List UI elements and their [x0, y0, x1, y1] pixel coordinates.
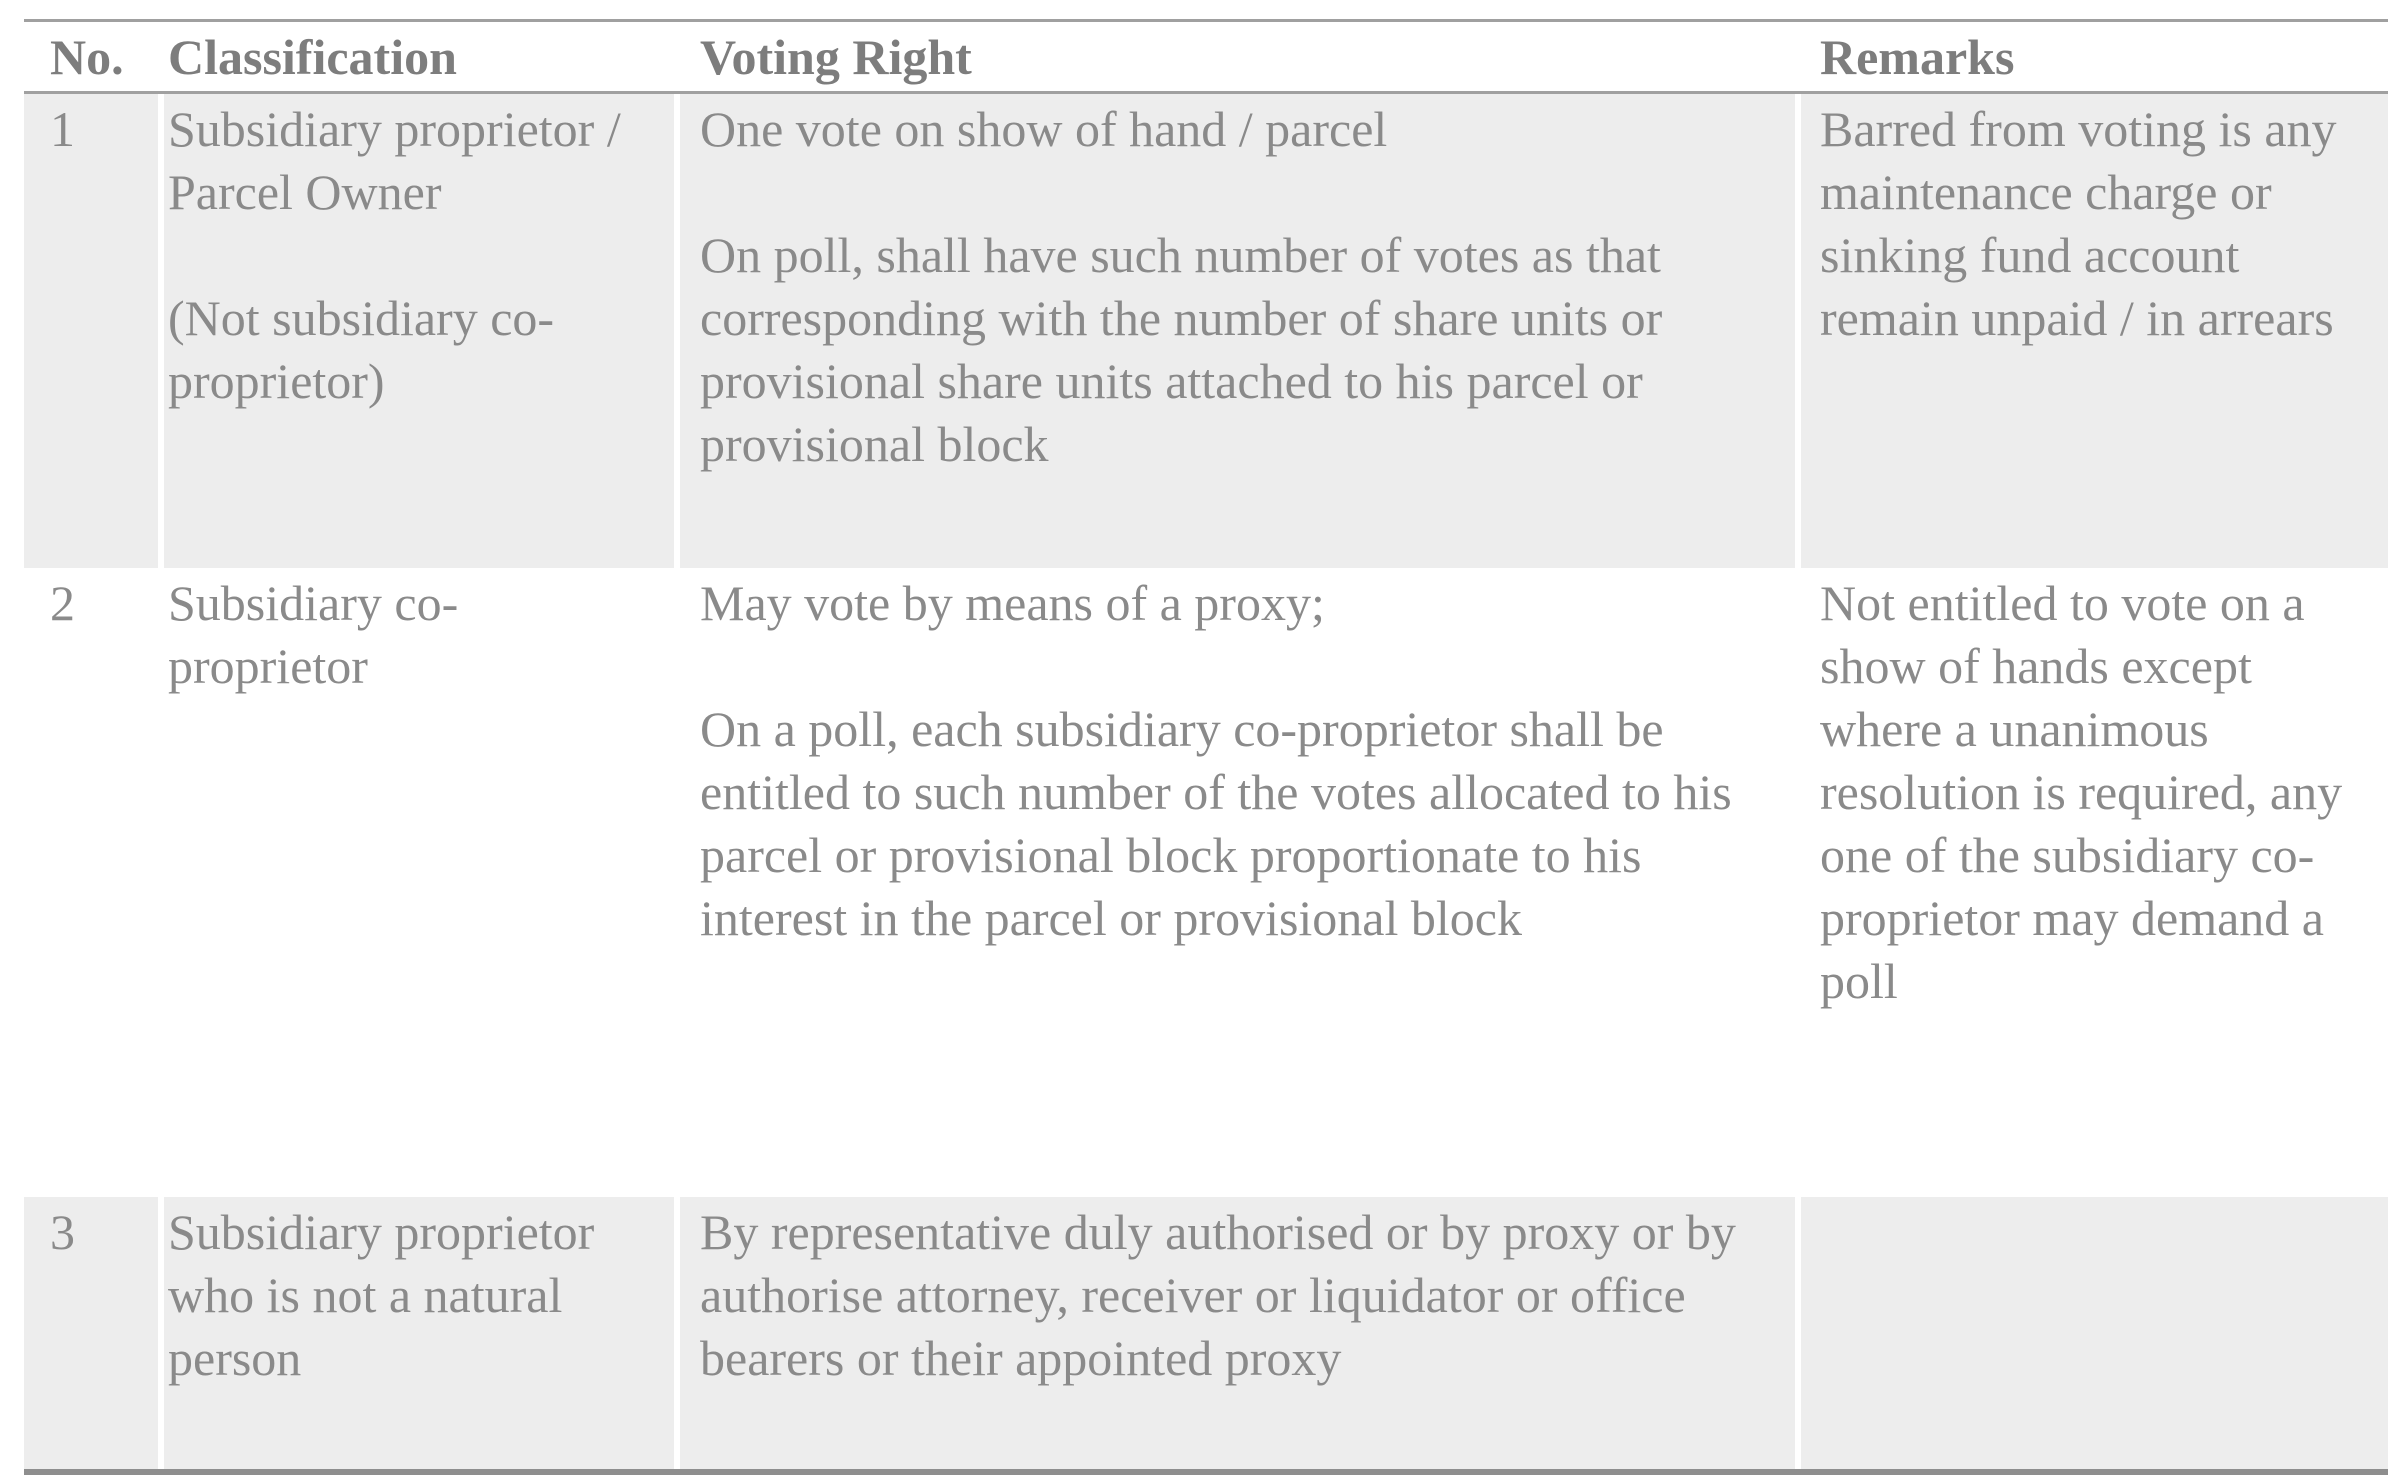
text-line: sinking fund account: [1820, 227, 2240, 283]
cell-no: [24, 94, 158, 568]
text-line: entitled to such number of the votes allocated to his: [700, 764, 1732, 820]
text-line: proprietor): [168, 353, 385, 409]
text-line: Subsidiary proprietor: [168, 1204, 595, 1260]
text-line: Barred from voting is any: [1820, 101, 2337, 157]
text-line: [700, 635, 1795, 698]
table-row: [24, 94, 2388, 568]
text-line: parcel or provisional block proportionate to his: [700, 827, 1642, 883]
column-header-voting-right: Voting Right: [700, 28, 972, 85]
text-line: person: [168, 1330, 302, 1386]
table-header-row: [24, 22, 2388, 94]
text-line: On poll, shall have such number of votes as that: [700, 227, 1661, 283]
column-header-no: No.: [50, 28, 124, 85]
cell-remarks: [1801, 94, 2388, 568]
column-header-classification: Classification: [168, 28, 457, 85]
text-line: maintenance charge or: [1820, 164, 2272, 220]
cell-voting-right: [680, 1197, 1795, 1469]
text-line: 3: [50, 1204, 75, 1260]
column-header-remarks: Remarks: [1820, 28, 2015, 85]
text-line: show of hands except: [1820, 638, 2252, 694]
text-line: interest in the parcel or provisional block: [700, 890, 1522, 946]
cell-classification: [164, 94, 674, 568]
text-line: where a unanimous: [1820, 701, 2209, 757]
text-line: one of the subsidiary co-: [1820, 827, 2315, 883]
text-line: authorise attorney, receiver or liquidator or office: [700, 1267, 1686, 1323]
text-line: proprietor may demand a: [1820, 890, 2324, 946]
cell-classification: [164, 1197, 674, 1469]
text-line: (Not subsidiary co-: [168, 290, 555, 346]
cell-voting-right: [680, 568, 1795, 1197]
text-line: poll: [1820, 953, 1898, 1009]
text-line: resolution is required, any: [1820, 764, 2343, 820]
cell-classification: [164, 568, 674, 1197]
cell-no: [24, 568, 158, 1197]
text-line: proprietor: [168, 638, 368, 694]
cell-remarks: [1801, 568, 2388, 1197]
table-row: [24, 568, 2388, 1197]
text-line: 2: [50, 575, 75, 631]
cell-remarks: [1801, 1197, 2388, 1469]
text-line: [168, 224, 674, 287]
voting-rights-table: [24, 19, 2388, 1475]
text-line: provisional block: [700, 416, 1049, 472]
text-line: Subsidiary proprietor /: [168, 101, 621, 157]
table-row: [24, 1197, 2388, 1475]
text-line: One vote on show of hand / parcel: [700, 101, 1388, 157]
text-line: By representative duly authorised or by proxy or by: [700, 1204, 1736, 1260]
text-line: 1: [50, 101, 75, 157]
text-line: corresponding with the number of share units or: [700, 290, 1663, 346]
text-line: May vote by means of a proxy;: [700, 575, 1325, 631]
text-line: provisional share units attached to his parcel or: [700, 353, 1643, 409]
text-line: Parcel Owner: [168, 164, 442, 220]
text-line: Subsidiary co-: [168, 575, 459, 631]
text-line: Not entitled to vote on a: [1820, 575, 2305, 631]
text-line: who is not a natural: [168, 1267, 563, 1323]
text-line: bearers or their appointed proxy: [700, 1330, 1342, 1386]
text-line: remain unpaid / in arrears: [1820, 290, 2334, 346]
cell-voting-right: [680, 94, 1795, 568]
cell-no: [24, 1197, 158, 1469]
text-line: [700, 161, 1795, 224]
text-line: On a poll, each subsidiary co-proprietor shall be: [700, 701, 1664, 757]
